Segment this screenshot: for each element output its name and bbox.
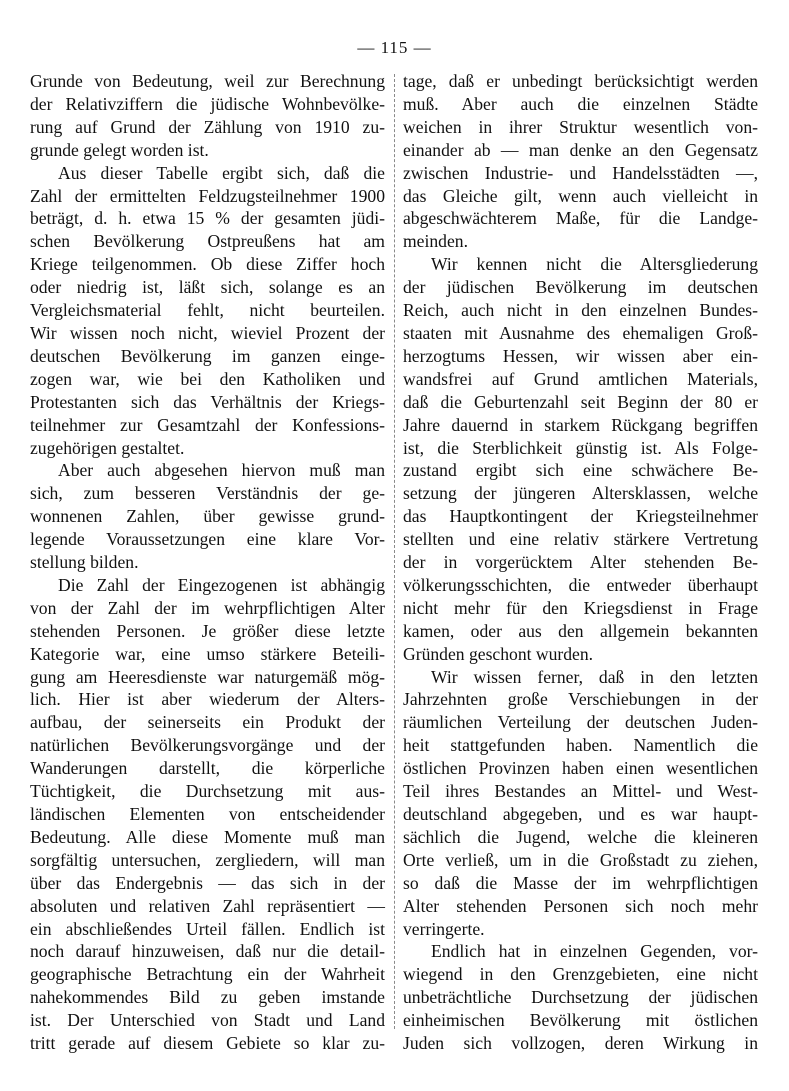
text-line: der Relativziffern die jüdische Wohnbevölke- bbox=[30, 93, 385, 114]
text-line: wonnenen Zahlen, über gewisse grund- bbox=[30, 506, 385, 527]
text-line: Vergleichsmaterial fehlt, nicht beurteilen. bbox=[30, 300, 385, 321]
text-line: stellten und eine relativ stärkere Vertretung bbox=[403, 529, 758, 550]
text-line: Jahre dauernd in starkem Rückgang begriffen bbox=[403, 414, 758, 435]
text-line: der jüdischen Bevölkerung im deutschen bbox=[403, 277, 758, 298]
text-line: Teil ihres Bestandes an Mittel- und West- bbox=[403, 781, 758, 802]
text-line: zustand ergibt sich eine schwächere Be- bbox=[403, 460, 758, 481]
text-line: ein abschließendes Urteil fällen. Endlich ist bbox=[30, 918, 385, 939]
text-line: legende Voraussetzungen eine klare Vor- bbox=[30, 529, 385, 550]
text-line: ländischen Elementen von entscheidender bbox=[30, 804, 385, 824]
text-line: wiegend in den Grenzgebieten, eine nicht bbox=[403, 964, 758, 985]
text-line: östlichen Provinzen haben einen wesentlichen bbox=[403, 758, 758, 779]
text-line: gung am Heeresdienste war naturgemäß mög- bbox=[30, 666, 385, 687]
text-line: sich, zum besseren Verständnis der ge- bbox=[30, 483, 385, 504]
text-line: Tüchtigkeit, die Durchsetzung mit aus- bbox=[30, 781, 385, 802]
text-line: rung auf Grund der Zählung von 1910 zu- bbox=[30, 116, 385, 137]
paragraph bbox=[30, 459, 385, 574]
paragraph bbox=[403, 940, 758, 1055]
text-line: meinden. bbox=[403, 231, 468, 252]
text-line: ist, die Sterblichkeit günstig ist. Als Folge- bbox=[403, 437, 758, 458]
text-line: der in vorgerücktem Alter stehenden Be- bbox=[403, 552, 758, 573]
text-line: natürlichen Bevölkerungsvorgänge und der bbox=[30, 735, 385, 756]
text-line: geographische Betrachtung ein der Wahrheit bbox=[30, 964, 385, 985]
text-line: muß. Aber auch die einzelnen Städte bbox=[403, 93, 758, 114]
text-line: Grunde von Bedeutung, weil zur Berechnung bbox=[30, 71, 385, 91]
text-line: räumlichen Verteilung der deutschen Juden- bbox=[403, 712, 758, 733]
text-line: völkerungsschichten, die entweder überhaupt bbox=[403, 574, 758, 595]
text-line: Juden sich vollzogen, deren Wirkung in bbox=[403, 1033, 758, 1054]
paragraph bbox=[403, 70, 758, 253]
text-line: Orte verließ, um in die Großstadt zu ziehen, bbox=[403, 849, 758, 870]
text-line: wandsfrei auf Grund amtlichen Materials, bbox=[403, 368, 758, 389]
text-line: deutschen Bevölkerung im ganzen einge- bbox=[30, 345, 385, 366]
text-line: zwischen Industrie- und Handelsstädten —, bbox=[403, 162, 758, 183]
text-line: tritt gerade auf diesem Gebiete so klar zu- bbox=[30, 1033, 385, 1054]
text-line: über das Endergebnis — das sich in der bbox=[30, 872, 385, 893]
text-line: Alter stehenden Personen sich noch mehr bbox=[403, 895, 758, 916]
paragraph bbox=[403, 253, 758, 665]
text-line: absoluten und relativen Zahl repräsentiert — bbox=[30, 895, 385, 916]
text-line: Kriege teilgenommen. Ob diese Ziffer hoch bbox=[30, 254, 385, 275]
page-number: — 115 — bbox=[357, 38, 432, 57]
text-line: kamen, oder aus den allgemein bekannten bbox=[403, 620, 758, 641]
text-line: daß die Geburtenzahl seit Beginn der 80 er bbox=[403, 391, 758, 412]
text-line: Wanderungen darstellt, die körperliche bbox=[30, 758, 385, 779]
left-column bbox=[30, 70, 385, 1055]
column-divider bbox=[394, 74, 395, 1029]
text-line: so daß die Masse der im wehrpflichtigen bbox=[403, 872, 758, 893]
text-line: sorgfältig untersuchen, zergliedern, will man bbox=[30, 849, 385, 870]
text-line: aufbau, der seinerseits ein Produkt der bbox=[30, 712, 385, 733]
text-line: Wir wissen ferner, daß in den letzten bbox=[431, 666, 758, 687]
text-line: Wir wissen noch nicht, wieviel Prozent der bbox=[30, 322, 385, 343]
text-line: nicht mehr für den Kriegsdienst in Frage bbox=[403, 597, 758, 618]
text-line: abgeschwächterem Maße, für die Landge- bbox=[403, 208, 758, 229]
text-line: Die Zahl der Eingezogenen ist abhängig bbox=[58, 574, 385, 595]
text-line: staaten mit Ausnahme des ehemaligen Groß- bbox=[403, 322, 758, 343]
text-line: setzung der jüngeren Altersklassen, welche bbox=[403, 483, 758, 504]
text-line: das Gleiche gilt, wenn auch vielleicht in bbox=[403, 185, 758, 206]
text-line: Wir kennen nicht die Altersgliederung bbox=[431, 254, 758, 275]
text-line: grunde gelegt worden ist. bbox=[30, 139, 209, 160]
text-line: Jahrzehnten große Verschiebungen in der bbox=[403, 689, 758, 710]
text-line: stehenden Personen. Je größer diese letzte bbox=[30, 620, 385, 641]
text-line: Zahl der ermittelten Feldzugsteilnehmer 1900 bbox=[30, 185, 385, 206]
text-line: oder niedrig ist, läßt sich, solange es an bbox=[30, 277, 385, 298]
paragraph bbox=[403, 666, 758, 941]
text-line: schen Bevölkerung Ostpreußens hat am bbox=[30, 231, 385, 252]
text-line: verringerte. bbox=[403, 918, 485, 939]
text-line: Kategorie war, eine umso stärkere Beteili- bbox=[30, 643, 385, 664]
text-line: teilnehmer zur Gesamtzahl der Konfessions- bbox=[30, 414, 385, 435]
text-line: deutschland abgegeben, und es war haupt- bbox=[403, 804, 758, 824]
text-line: unbeträchtliche Durchsetzung der jüdischen bbox=[403, 987, 758, 1008]
text-line: Endlich hat in einzelnen Gegenden, vor- bbox=[431, 941, 758, 962]
text-line: einheimischen Bevölkerung mit östlichen bbox=[403, 1010, 758, 1031]
right-column bbox=[403, 70, 758, 1055]
paragraph bbox=[30, 162, 385, 460]
text-line: herzogtums Hessen, wir wissen aber ein- bbox=[403, 345, 758, 366]
text-line: zugehörigen gestaltet. bbox=[30, 437, 185, 458]
text-line: nahekommendes Bild zu geben imstande bbox=[30, 987, 385, 1008]
paragraph bbox=[30, 70, 385, 162]
text-line: das Hauptkontingent der Kriegsteilnehmer bbox=[403, 506, 758, 527]
text-line: Reich, auch nicht in den einzelnen Bundes- bbox=[403, 300, 758, 321]
text-line: zogen war, wie bei den Katholiken und bbox=[30, 368, 385, 389]
text-line: Aber auch abgesehen hiervon muß man bbox=[58, 460, 385, 481]
text-line: weichen in ihrer Struktur wesentlich von- bbox=[403, 116, 758, 137]
text-line: lich. Hier ist aber wiederum der Alters- bbox=[30, 689, 385, 710]
text-line: Bedeutung. Alle diese Momente muß man bbox=[30, 826, 385, 847]
text-line: ist. Der Unterschied von Stadt und Land bbox=[30, 1010, 385, 1031]
text-line: Gründen geschont wurden. bbox=[403, 643, 594, 664]
text-line: stellung bilden. bbox=[30, 552, 139, 573]
text-line: von der Zahl der im wehrpflichtigen Alter bbox=[30, 597, 385, 618]
text-line: einander ab — man denke an den Gegensatz bbox=[403, 139, 758, 160]
paragraph bbox=[30, 574, 385, 1055]
text-line: beträgt, d. h. etwa 15 % der gesamten jüdi- bbox=[30, 208, 385, 229]
text-line: noch darauf hinzuweisen, daß nur die detail- bbox=[30, 941, 385, 962]
text-line: Protestanten sich das Verhältnis der Kriegs- bbox=[30, 391, 385, 412]
text-line: Aus dieser Tabelle ergibt sich, daß die bbox=[58, 162, 385, 183]
text-line: heit stattgefunden haben. Namentlich die bbox=[403, 735, 758, 756]
text-line: tage, daß er unbedingt berücksichtigt werden bbox=[403, 71, 758, 91]
text-line: sächlich die Jugend, welche die kleineren bbox=[403, 826, 758, 847]
